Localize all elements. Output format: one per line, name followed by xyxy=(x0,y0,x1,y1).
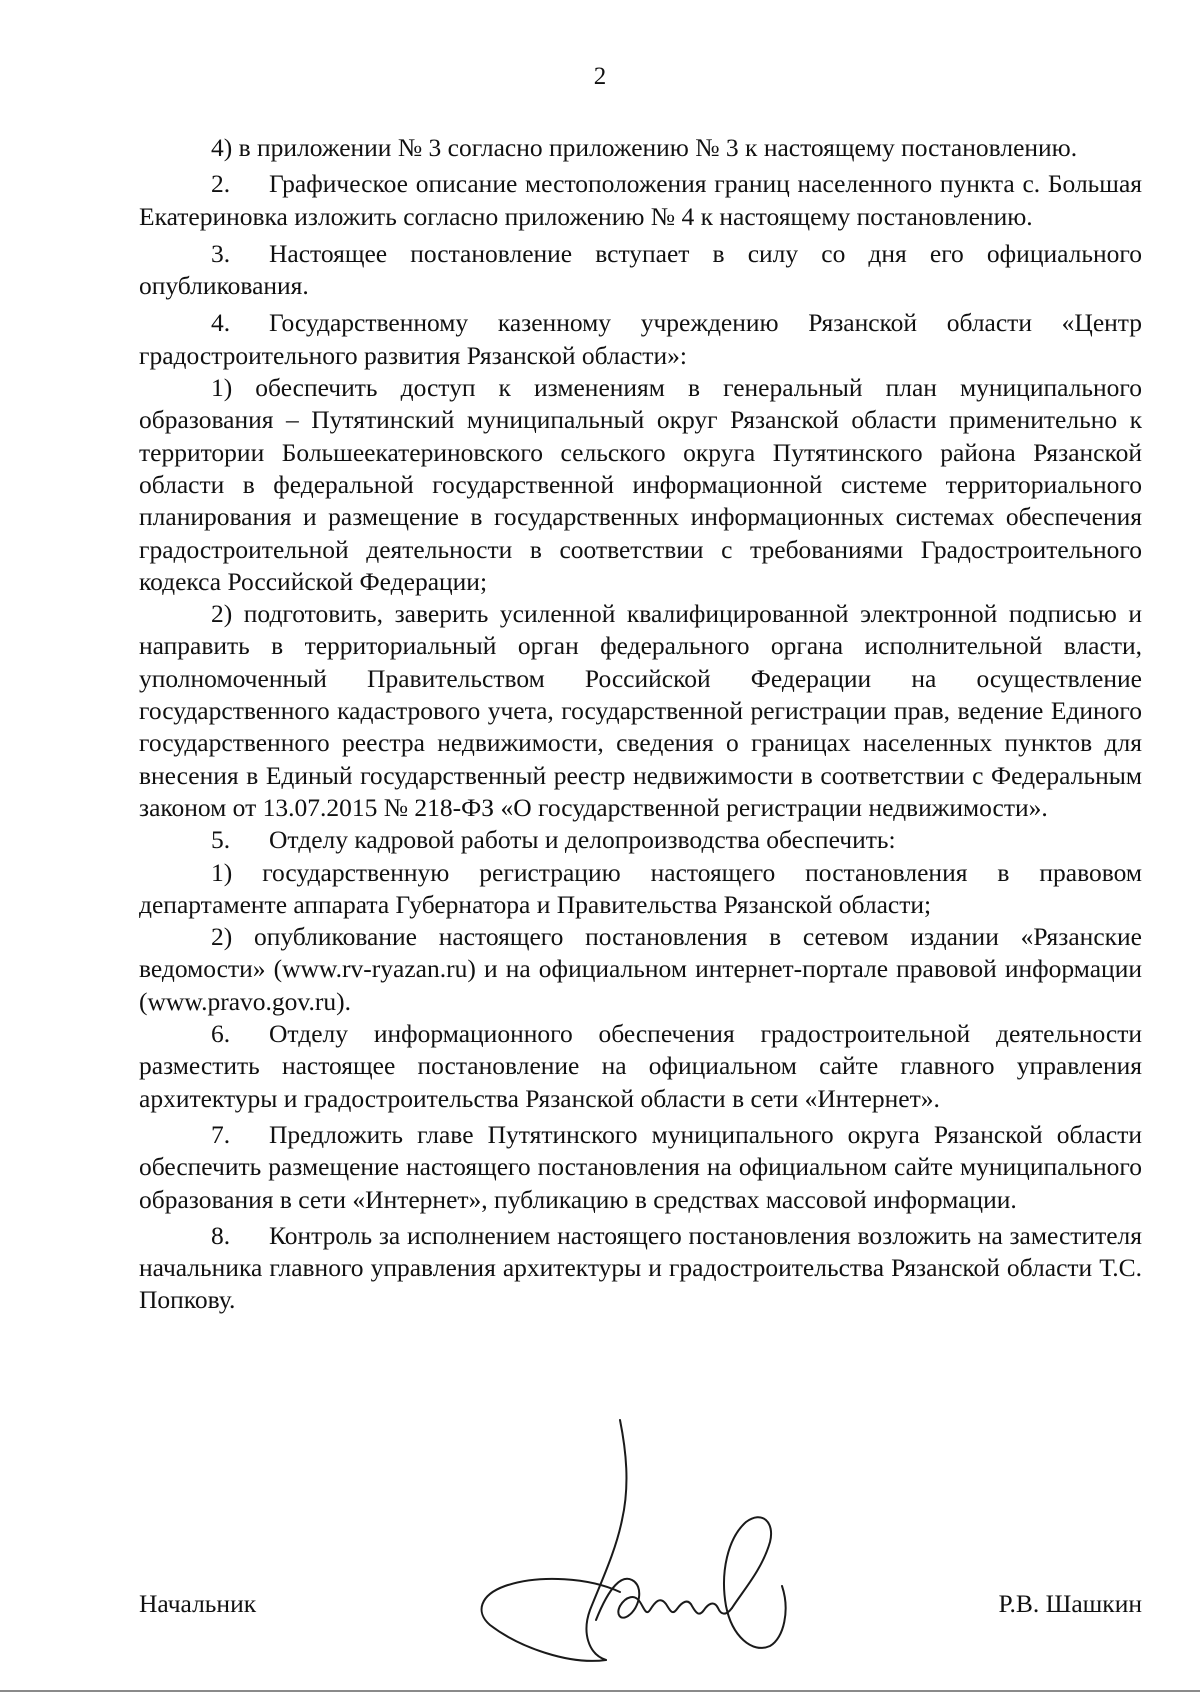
paragraph-7 xyxy=(139,1119,1142,1216)
paragraph-text: Государственному казенному учреждению Рязанской области «Центр градостроительного развития Рязанской области»: xyxy=(139,308,1142,370)
paragraph-text: Отделу кадровой работы и делопроизводства обеспечить: xyxy=(269,825,896,855)
paragraph-5-subitem-1 xyxy=(139,857,1142,922)
paragraph-4-subitem-2 xyxy=(139,598,1142,824)
paragraph-4-subitem-1 xyxy=(139,372,1142,598)
paragraph-text: 2) опубликование настоящего постановления в сетевом издании «Рязанские ведомости» (www.rv-ryazan.ru) и на официальном интернет-портале правовой информации (www.pravo.gov.ru). xyxy=(139,922,1142,1016)
paragraph-text: 1) государственную регистрацию настоящего постановления в правовом департаменте аппарата Губернатора и Правительства Рязанской области; xyxy=(139,857,1142,919)
paragraph-text: 4) в приложении № 3 согласно приложению № 3 к настоящему постановлению. xyxy=(211,133,1078,162)
paragraph-number: 7. xyxy=(211,1119,231,1149)
paragraph-5 xyxy=(139,824,1142,856)
paragraph-number: 8. xyxy=(211,1220,231,1250)
signature-block xyxy=(139,1588,1142,1628)
paragraph-number: 6. xyxy=(211,1019,231,1049)
paragraph-text: Контроль за исполнением настоящего постановления возложить на заместителя начальника главного управления архитектуры и градостроительства Рязанской области Т.С. Попкову. xyxy=(139,1220,1142,1315)
paragraph-number: 3. xyxy=(211,238,231,268)
paragraph-number: 2. xyxy=(211,169,231,199)
bottom-scan-edge xyxy=(0,1690,1200,1692)
paragraph-text: Отделу информационного обеспечения градостроительной деятельности разместить настоящее постановление на официальном сайте главного управления архитектуры и градостроительства Рязанской области в сети «Интернет». xyxy=(139,1019,1142,1113)
page-number: 2 xyxy=(593,63,607,90)
paragraph-text: Графическое описание местоположения границ населенного пункта с. Большая Екатериновка изложить согласно приложению № 4 к настоящему постановлению. xyxy=(139,169,1142,231)
paragraph-5-subitem-2 xyxy=(139,921,1142,1018)
paragraph-number: 4. xyxy=(211,308,231,338)
paragraph-6 xyxy=(139,1018,1142,1115)
paragraph-item-4-annex xyxy=(139,132,1142,164)
handwritten-signature xyxy=(470,1410,800,1680)
paragraph-text: 2) подготовить, заверить усиленной квалифицированной электронной подписью и направить в территориальный орган федерального органа исполнительной власти, уполномоченный Правительством Российской Федерации на осуществление государственного кадастрового учета, государственной регистрации прав, ведение Единого государственного реестра недвижимости, сведения о границах населенных пунктов для внесения в Единый государственный реестр недвижимости в соответствии с Федеральным законом от 13.07.2015 № 218-ФЗ «О государственной регистрации недвижимости». xyxy=(139,599,1142,822)
paragraph-3 xyxy=(139,238,1142,303)
paragraph-8 xyxy=(139,1220,1142,1317)
paragraph-4 xyxy=(139,307,1142,372)
paragraph-text: Настоящее постановление вступает в силу со дня его официального опубликования. xyxy=(139,238,1142,301)
document-body xyxy=(139,132,1142,1317)
paragraph-number: 5. xyxy=(211,825,231,855)
signatory-name: Р.В. Шашкин xyxy=(998,1589,1142,1618)
paragraph-text: 1) обеспечить доступ к изменениям в генеральный план муниципального образования – Путятинский муниципальный округ Рязанской области применительно к территории Большеекатериновского сельского округа Путятинского района Рязанской области в федеральной государственной информационной системе территориального планирования и размещение в государственных информационных системах обеспечения градостроительной деятельности в соответствии с требованиями Градостроительного кодекса Российской Федерации; xyxy=(139,373,1142,596)
signatory-title: Начальник xyxy=(139,1589,257,1618)
paragraph-text: Предложить главе Путятинского муниципального округа Рязанской области обеспечить размещение настоящего постановления на официальном сайте муниципального образования в сети «Интернет», публикацию в средствах массовой информации. xyxy=(139,1119,1142,1214)
paragraph-2 xyxy=(139,168,1142,233)
